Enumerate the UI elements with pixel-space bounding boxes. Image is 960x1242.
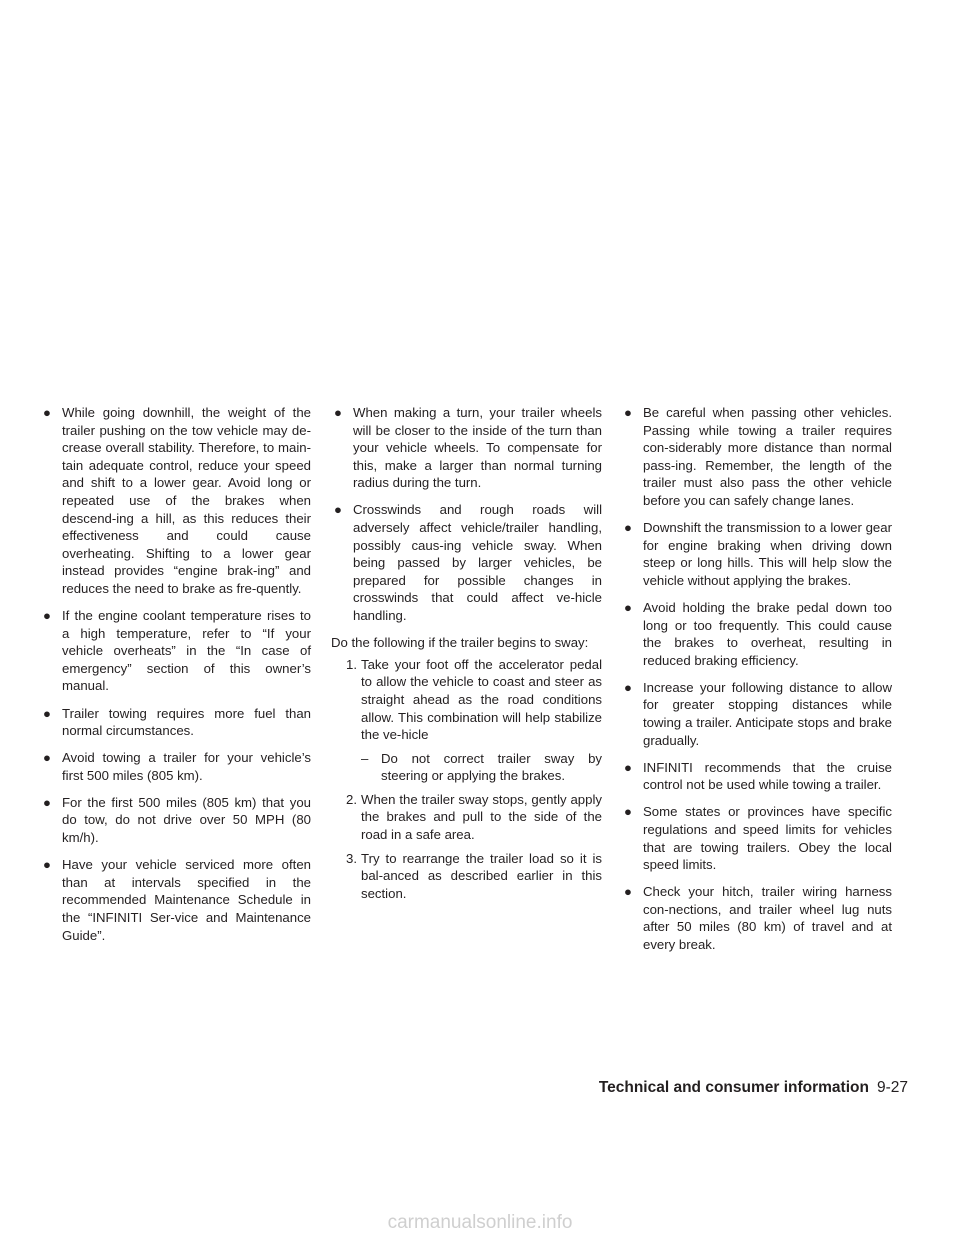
bullet-item (331, 501, 602, 624)
column-middle (331, 404, 602, 908)
bullet-item (40, 856, 311, 944)
dash-subitem (331, 750, 602, 785)
bullet-text: Downshift the transmission to a lower gear for engine braking when driving down steep or long hills. This will help slow the vehicle without applying the brakes. (643, 520, 892, 588)
bullet-item (40, 705, 311, 740)
page-footer (599, 1079, 908, 1097)
bullet-item (40, 794, 311, 847)
bullet-item (621, 803, 892, 873)
dash-icon: – (361, 750, 369, 766)
bullet-icon: ● (43, 405, 51, 420)
step-text: When the trailer sway stops, gently apply the brakes and pull to the side of the road in a safe area. (361, 791, 602, 843)
bullet-item (621, 883, 892, 953)
bullet-text: INFINITI recommends that the cruise control not be used while towing a trailer. (643, 759, 892, 793)
bullet-text: Crosswinds and rough roads will adversely affect vehicle/trailer handling, possibly caus-ing vehicle sway. When being passed by larger vehicles, be prepared for possible changes in crosswinds that could affect ve-hicle handling. (353, 502, 602, 624)
bullet-text: Avoid holding the brake pedal down too long or too frequently. This could cause the brakes to overheat, resulting in reduced braking efficiency. (643, 599, 892, 668)
bullet-item (621, 404, 892, 510)
page-number: 9-27 (876, 1079, 908, 1096)
bullet-item (621, 679, 892, 749)
bullet-text: For the first 500 miles (805 km) that you do tow, do not drive over 50 MPH (80 km/h). (62, 794, 311, 846)
bullet-text: If the engine coolant temperature rises to a high temperature, refer to “If your vehicle overheats” in the “In case of emergency” section of this owner’s manual. (62, 608, 311, 694)
step-text: Try to rearrange the trailer load so it is bal-anced as described earlier in this section. (361, 850, 602, 901)
bullet-icon: ● (43, 705, 51, 721)
bullet-icon: ● (334, 502, 342, 518)
column-left (40, 404, 311, 954)
bullet-item (331, 404, 602, 492)
bullet-icon: ● (43, 857, 51, 873)
bullet-text: Check your hitch, trailer wiring harness con-nections, and trailer wheel lug nuts after 50 miles (80 km) of travel and at every break. (643, 884, 892, 953)
bullet-item (621, 599, 892, 669)
bullet-icon: ● (334, 405, 342, 420)
bullet-icon: ● (624, 679, 632, 695)
numbered-step (331, 850, 602, 903)
bullet-item (621, 519, 892, 589)
step-number: 2. (346, 791, 357, 807)
bullet-icon: ● (43, 794, 51, 810)
bullet-icon: ● (624, 884, 632, 900)
dash-text: Do not correct trailer sway by steering or applying the brakes. (381, 750, 602, 784)
bullet-text: While going downhill, the weight of the trailer pushing on the tow vehicle may de-crease overall stability. Therefore, to main-tain adequate control, reduce your speed and shift to a lower gear. Avoid long or repeated use of the brakes when descend-ing a hill, as this reduces their effectiveness and could cause overheating. Shifting to a lower gear instead provides “engine brak-ing” and reduces the need to brake as fre-quently. (62, 405, 311, 596)
bullet-item (40, 404, 311, 598)
sway-intro: Do the following if the trailer begins to sway: (331, 635, 589, 651)
bullet-item (40, 607, 311, 695)
bullet-text: When making a turn, your trailer wheels will be closer to the inside of the turn than your vehicle wheels. To compensate for this, make a larger than normal turning radius during the turn. (353, 405, 602, 491)
step-text: Take your foot off the accelerator pedal to allow the vehicle to coast and steer as straight ahead as the road conditions allow. This combination will help stabilize the ve-hicle (361, 656, 602, 743)
bullet-item (621, 759, 892, 794)
step-number: 3. (346, 850, 357, 866)
bullet-text: Increase your following distance to allow for greater stopping distances while towing a trailer. Anticipate stops and brake gradually. (643, 679, 892, 748)
footer-section-title: Technical and consumer information (598, 1079, 869, 1096)
bullet-icon: ● (43, 608, 51, 624)
watermark: carmanualsonline.info (387, 1212, 573, 1233)
bullet-text: Be careful when passing other vehicles. Passing while towing a trailer requires con-siderably more distance than normal pass-ing. Remember, the length of the trailer must also pass the other vehicle before you can safely change lanes. (643, 405, 892, 508)
bullet-icon: ● (624, 405, 632, 420)
bullet-icon: ● (624, 599, 632, 615)
bullet-icon: ● (624, 520, 632, 536)
bullet-icon: ● (43, 750, 51, 766)
bullet-icon: ● (624, 804, 632, 820)
bullet-text: Some states or provinces have specific regulations and speed limits for vehicles that are towing trailers. Obey the local speed limits. (643, 804, 892, 873)
step-number: 1. (346, 656, 357, 672)
numbered-step (331, 791, 602, 844)
numbered-step (331, 656, 602, 744)
bullet-icon: ● (624, 759, 632, 775)
bullet-text: Have your vehicle serviced more often than at intervals specified in the recommended Maintenance Schedule in the “INFINITI Ser-vice and Maintenance Guide”. (62, 857, 311, 943)
bullet-text: Trailer towing requires more fuel than normal circumstances. (62, 705, 311, 739)
column-right (621, 404, 892, 963)
bullet-text: Avoid towing a trailer for your vehicle’s first 500 miles (805 km). (62, 750, 311, 783)
bullet-item (40, 749, 311, 784)
